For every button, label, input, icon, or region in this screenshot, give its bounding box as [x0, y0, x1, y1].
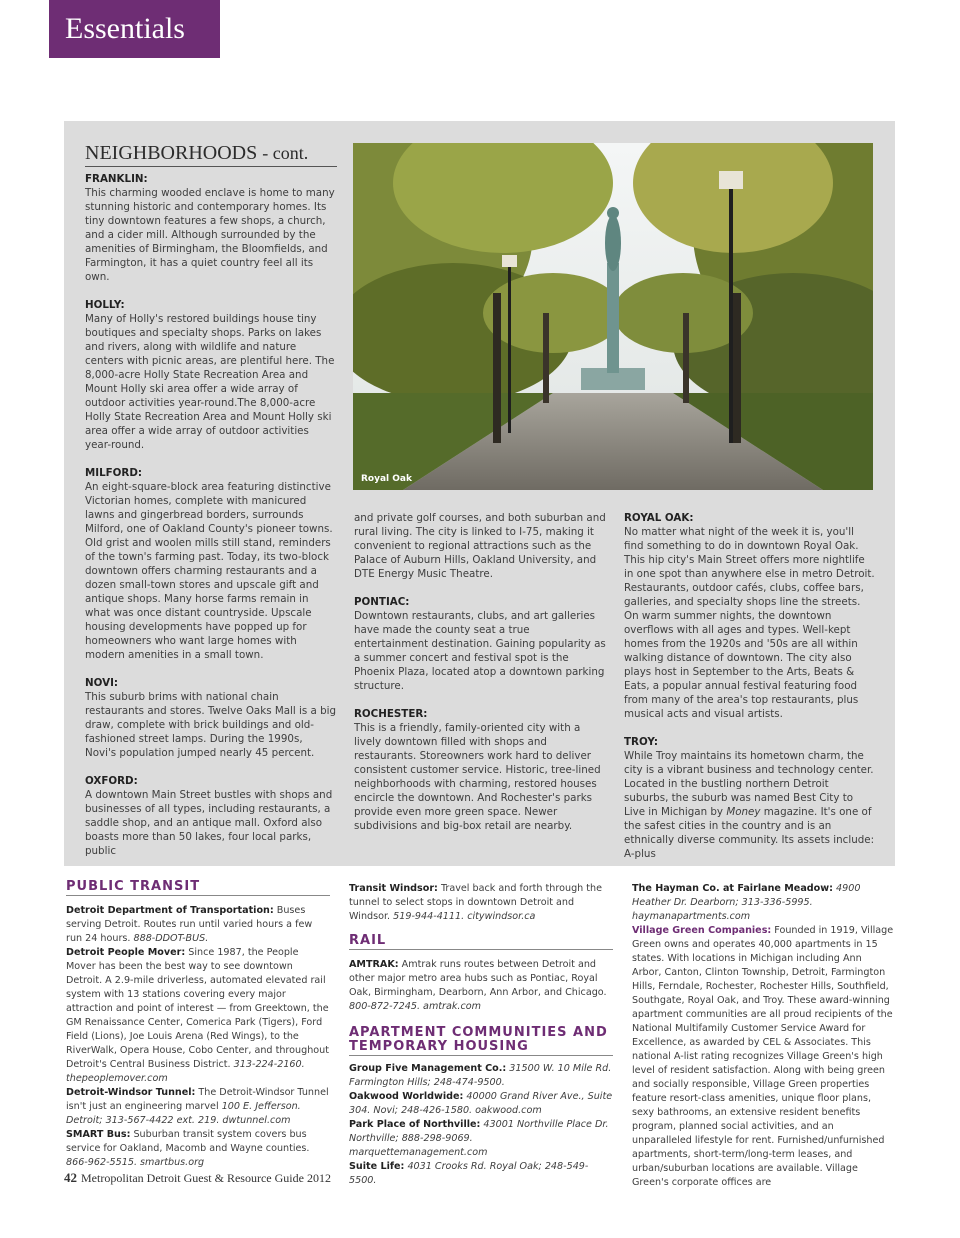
people-mover-contact: 313-224-2160. thepeoplemover.com — [66, 1059, 305, 1084]
smart-bus-contact: 866-962-5515. smartbus.org — [66, 1157, 205, 1168]
milford-text: An eight-square-block area featuring distinctive Victorian homes, complete with manicured lawns and gingerbread borders, surrounds Milford, one of Oakland County's pioneer towns. Old grist and woolen mills still stand, reminders of the town's farming past. Today, its two-block downtown offers charming restaurants and a dozen small-town stores and upscale gift and antique shops. Many horse farms remain in what was once distant countryside. Upscale housing developments have popped up for homeowners who want large homes with modern amenities in a small town. — [85, 481, 333, 661]
suite-life-entry — [349, 1160, 613, 1188]
transit-column — [66, 880, 330, 1170]
smart-bus-text: Suburban transit system covers bus service for Oakland, Macomb and Wayne counties. — [66, 1129, 310, 1154]
oakwood-entry — [349, 1090, 613, 1118]
rail-apartments-column — [349, 882, 613, 1188]
franklin-text: This charming wooded enclave is home to many stunning historic and contemporary homes. Its tiny downtown features a few shops, a church, and a cider mill. Although surrounded by the amenities of Birmingham, the Bloomfields, and Farmington, it has a quiet country feel all its own. — [85, 187, 335, 283]
photo-caption: Royal Oak — [361, 474, 412, 484]
rochester-heading: ROCHESTER: — [354, 708, 428, 720]
oakwood-name: Oakwood Worldwide: — [349, 1091, 464, 1102]
group-five-name: Group Five Management Co.: — [349, 1063, 507, 1074]
neighborhoods-title — [85, 142, 337, 167]
apartments-heading-line-2: TEMPORARY HOUSING — [349, 1039, 529, 1054]
suite-life-name: Suite Life: — [349, 1161, 405, 1172]
novi-text: This suburb brims with national chain restaurants and stores. Twelve Oaks Mall is a big draw, complete with brick buildings and old-fashioned street lamps. During the 1990s, Novi's population jumped nearly 45 percent. — [85, 691, 337, 759]
park-place-contact: 43001 Northville Place Dr. Northville; 888-298-9069. marquettemanagement.com — [349, 1119, 609, 1158]
troy-text-2: magazine. It's one of the safest cities in the country and is an ethnically diverse community. Its assets include: A-plus — [624, 806, 875, 860]
tunnel-name: Detroit-Windsor Tunnel: — [66, 1087, 196, 1098]
neighborhoods-title-suffix: - cont. — [262, 143, 309, 163]
pontiac-text: Downtown restaurants, clubs, and art galleries have made the county seat a true entertainment destination. Gaining popularity as a summer concert and festival spot is the Phoenix Plaza, located atop a downtown parking structure. — [354, 610, 606, 692]
people-mover-entry — [66, 946, 330, 1086]
holly-text: Many of Holly's restored buildings house tiny boutiques and specialty shops. Parks on lakes and rivers, along with wildlife and nature centers with picnic areas, are plentiful here. The 8,000-acre Holly State Recreation Area and Mount Holly ski area offer a wide array of outdoor activities year-round.The 8,000-acre Holly State Recreation Area and Mount Holly ski area offer a wide array of outdoor activities year-round. — [85, 313, 335, 451]
ddot-name: Detroit Department of Transportation: — [66, 905, 274, 916]
suite-life-contact: 4031 Crooks Rd. Royal Oak; 248-549-5500. — [349, 1161, 589, 1186]
park-place-entry — [349, 1118, 613, 1160]
oxford-heading: OXFORD: — [85, 775, 138, 787]
rochester-text: This is a friendly, family-oriented city with a lively downtown filled with shops and restaurants. Storeowners work hard to deliver consistent customer service. Historic, tree-lined neighborhoods with charming, restored houses encircle the downtown. And Rochester's parks provide even more green space. Newer subdivisions and big-box retail are nearby. — [354, 722, 601, 832]
smart-bus-name: SMART Bus: — [66, 1129, 131, 1140]
troy-heading: TROY: — [624, 736, 659, 748]
royal-oak-text: No matter what night of the week it is, you'll find something to do in downtown Royal Oak. This hip city's Main Street offers more nightlife in one spot than anywhere else in metro Detroit. Restaurants, outdoor cafés, clubs, coffee bars, galleries, and specialty shops line the streets. On warm summer nights, the downtown overflows with all ages and types. Well-kept homes from the 1920s and '50s are all within walking distance of downtown. The city also plays host in September to the Arts, Beats & Eats, a popular annual festival featuring food from many of the area's top restaurants, plus musical acts and visual artists. — [624, 526, 875, 720]
franklin-heading: FRANKLIN: — [85, 173, 148, 185]
people-mover-name: Detroit People Mover: — [66, 947, 186, 958]
group-five-contact: 31500 W. 10 Mile Rd. Farmington Hills; 248-474-9500. — [349, 1063, 612, 1088]
tunnel-contact: 100 E. Jefferson. Detroit; 313-567-4422 ext. 219. dwtunnel.com — [66, 1101, 301, 1126]
hayman-entry — [632, 882, 894, 924]
holly-heading: HOLLY: — [85, 299, 125, 311]
tunnel-text: The Detroit-Windsor Tunnel isn't just an engineering marvel — [66, 1087, 329, 1112]
amtrak-name: AMTRAK: — [349, 959, 399, 970]
section-tab: Essentials — [49, 0, 220, 58]
troy-text-1: While Troy maintains its hometown charm, the city is a vibrant business and technology center. Located in the bustling northern Detroit suburbs, the suburb was named Best City to Live in Michigan by — [624, 750, 874, 818]
hayman-name: The Hayman Co. at Fairlane Meadow: — [632, 883, 833, 894]
neighborhoods-column-1 — [85, 172, 337, 872]
public-transit-heading: PUBLIC TRANSIT — [66, 880, 330, 896]
transit-windsor-name: Transit Windsor: — [349, 883, 438, 894]
transit-windsor-text: Travel back and forth through the tunnel to select stops in downtown Detroit and Windsor. — [349, 883, 603, 922]
transit-windsor-contact: 519-944-4111. citywindsor.ca — [393, 911, 536, 922]
amtrak-contact: 800-872-7245. amtrak.com — [349, 1001, 481, 1012]
milford-heading: MILFORD: — [85, 467, 143, 479]
oxford-text: A downtown Main Street bustles with shops and businesses of all types, including restaurants, a saddle shop, and an antique mall. Oxford also boasts more than 50 lakes, four local parks, public — [85, 789, 333, 857]
apartments-heading — [349, 1026, 613, 1056]
smart-bus-entry — [66, 1128, 330, 1170]
amtrak-entry — [349, 958, 613, 1014]
village-green-name: Village Green Companies: — [632, 925, 772, 936]
people-mover-text: Since 1987, the People Mover has been the best way to see downtown Detroit. A 2.9-mile driverless, automated elevated rail system with 13 stations covering every major attraction and point of interest — from Greektown, the GM Renaissance Center, Comerica Park (Tigers), Ford Field (Lions), Joe Louis Arena (Red Wings), to the RiverWalk, Opera House, Cobo Center, and throughout Detroit's Central Business District. — [66, 947, 329, 1070]
rail-heading: RAIL — [349, 934, 613, 950]
pontiac-heading: PONTIAC: — [354, 596, 410, 608]
group-five-entry — [349, 1062, 613, 1090]
hayman-contact: 4900 Heather Dr. Dearborn; 313-336-5995. haymanapartments.com — [632, 883, 861, 922]
ddot-contact: 888-DDOT-BUS. — [133, 933, 209, 944]
tunnel-entry — [66, 1086, 330, 1128]
oakwood-contact: 40000 Grand River Ave., Suite 304. Novi; 248-426-1580. oakwood.com — [349, 1091, 613, 1116]
publication-title: Metropolitan Detroit Guest & Resource Guide 2012 — [81, 1171, 331, 1185]
village-green-entry — [632, 924, 894, 1190]
neighborhoods-column-2 — [354, 511, 606, 847]
neighborhoods-title-text: NEIGHBORHOODS — [85, 142, 258, 164]
novi-heading: NOVI: — [85, 677, 119, 689]
royal-oak-heading: ROYAL OAK: — [624, 512, 694, 524]
village-green-text: Founded in 1919, Village Green owns and operates 40,000 apartments in 15 states. With locations in Michigan including Ann Arbor, Canton, Clinton Township, Detroit, Farmington Hills, Ferndale, Rochester, Rochester Hills, Southfield, Southgate, Royal Oak, and Troy. These award-winning apartment communities are all proud recipients of the National Multifamily Customer Service Award for Excellence, as awarded by CEL & Associates. This national A-list rating recognizes Village Green's high level of resident satisfaction. Along with being green and socially responsible, Village Green properties feature resort-class amenities, unique floor plans, sexy bathrooms, an extensive resident benefits program, planned social activities, and an unparalleled lifestyle for rent. Furnished/unfurnished apartments, short-term/long-term leases, and urban/suburban locations are available. Village Green's corporate offices are — [632, 925, 894, 1188]
oxford-continued-text: and private golf courses, and both suburban and rural living. The city is linked to I-75, making it convenient to regional attractions such as the Palace of Auburn Hills, Oakland University, and DTE Energy Music Theatre. — [354, 512, 606, 580]
troy-text — [624, 749, 876, 861]
park-place-name: Park Place of Northville: — [349, 1119, 481, 1130]
ddot-text: Buses serving Detroit. Routes run until varied hours a few run 24 hours. — [66, 905, 313, 944]
apartments-column-2 — [632, 882, 894, 1190]
page-footer — [64, 1170, 331, 1186]
royal-oak-photo — [353, 143, 873, 490]
page-number: 42 — [64, 1170, 77, 1185]
ddot-entry — [66, 904, 330, 946]
transit-windsor-entry — [349, 882, 613, 924]
amtrak-text: Amtrak runs routes between Detroit and other major metro area hubs such as Pontiac, Royal Oak, Birmingham, Dearborn, Ann Arbor, and Chicago. — [349, 959, 607, 998]
apartments-heading-line-1: APARTMENT COMMUNITIES AND — [349, 1025, 608, 1040]
neighborhoods-column-3 — [624, 511, 876, 875]
troy-text-emphasis: Money — [726, 806, 761, 818]
